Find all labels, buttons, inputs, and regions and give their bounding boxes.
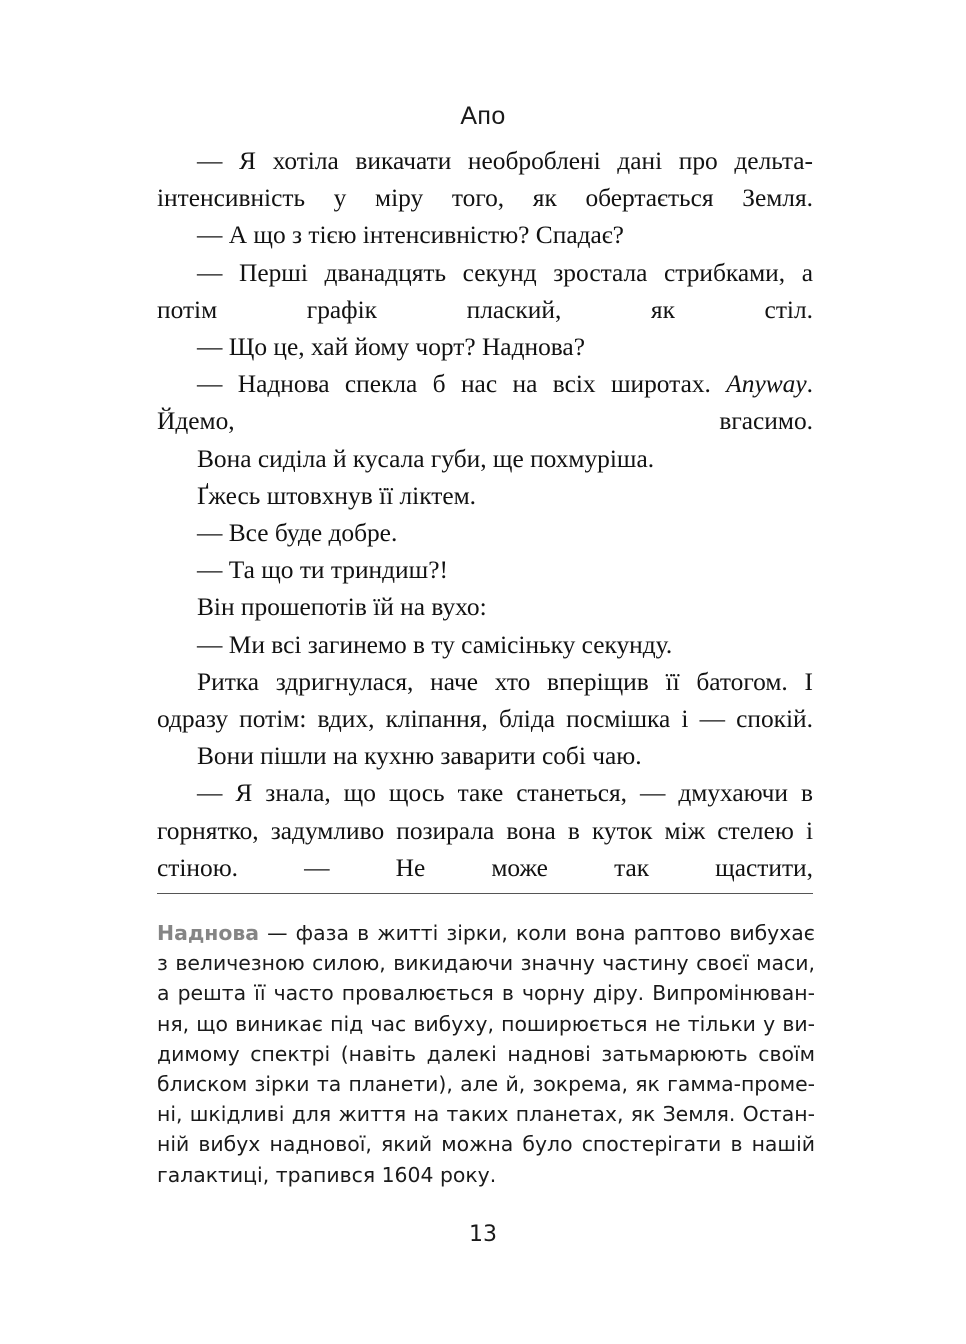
footnote-block [157, 918, 815, 1190]
paragraph: — Я знала, що щось таке станеться, — дмухаючи в горнятко, задумливо позирала вона в куток між стелею і стіною. — Не може так щастити, [157, 779, 813, 882]
paragraph-lead: — Наднова спекла б нас на всіх широтах. [197, 370, 727, 399]
paragraph: Ритка здригнулася, наче хто вперіщив її батогом. І одразу потім: вдих, кліпання, бліда посмішка і — спокій. [157, 667, 813, 734]
running-head: Апо [460, 102, 506, 130]
paragraph: — Та що ти триндиш?! [197, 556, 448, 585]
paragraph: Він прошепотів їй на вухо: [197, 593, 487, 622]
paragraph: Ґжесь штовхнув її ліктем. [197, 481, 477, 510]
body-text [157, 143, 813, 887]
page-number: 13 [469, 1222, 497, 1247]
footnote-entry [157, 918, 815, 1190]
paragraph: Вона сиділа й кусала губи, ще похмуріша. [197, 444, 655, 473]
paragraph: — Я хотіла викачати необроблені дані про дельта-інтенсивність у міру того, як обертається Земля. [157, 147, 813, 213]
footnote-term: Наднова [157, 921, 260, 945]
paragraph: Вони пішли на кухню заварити собі чаю. [197, 742, 642, 771]
paragraph: — Ми всі загинемо в ту самісіньку секунду. [197, 630, 673, 659]
italic-word: Anyway [726, 370, 807, 399]
paragraph-with-italic [157, 366, 813, 440]
paragraph: — А що з тією інтенсивністю? Спадає? [197, 221, 624, 250]
paragraph: — Все буде добре. [197, 519, 398, 548]
footnote-definition: — фаза в житті зірки, коли вона раптово вибухає з величезною силою, викидаючи значну частину своєї маси, а решта її часто провалюється в чорну діру. Випромінювання, що виникає під час вибуху, поширюється не тільки у видимому спектрі (навіть далекі наднові затьмарюють своїм блиском зірки та планети), але й, зокрема, як гамма-промені, шкідливі для життя на таких планетах, як Земля. Останній вибух наднової, який можна було спостерігати в нашій галактиці, трапився 1604 року. [157, 921, 815, 1187]
paragraph-tail: . Йдемо, вгасимо. [157, 370, 813, 436]
footnote-divider [157, 893, 813, 894]
paragraph: — Що це, хай йому чорт? Наднова? [197, 333, 585, 362]
paragraph: — Перші дванадцять секунд зростала стрибками, а потім графік плаский, як стіл. [157, 258, 813, 324]
